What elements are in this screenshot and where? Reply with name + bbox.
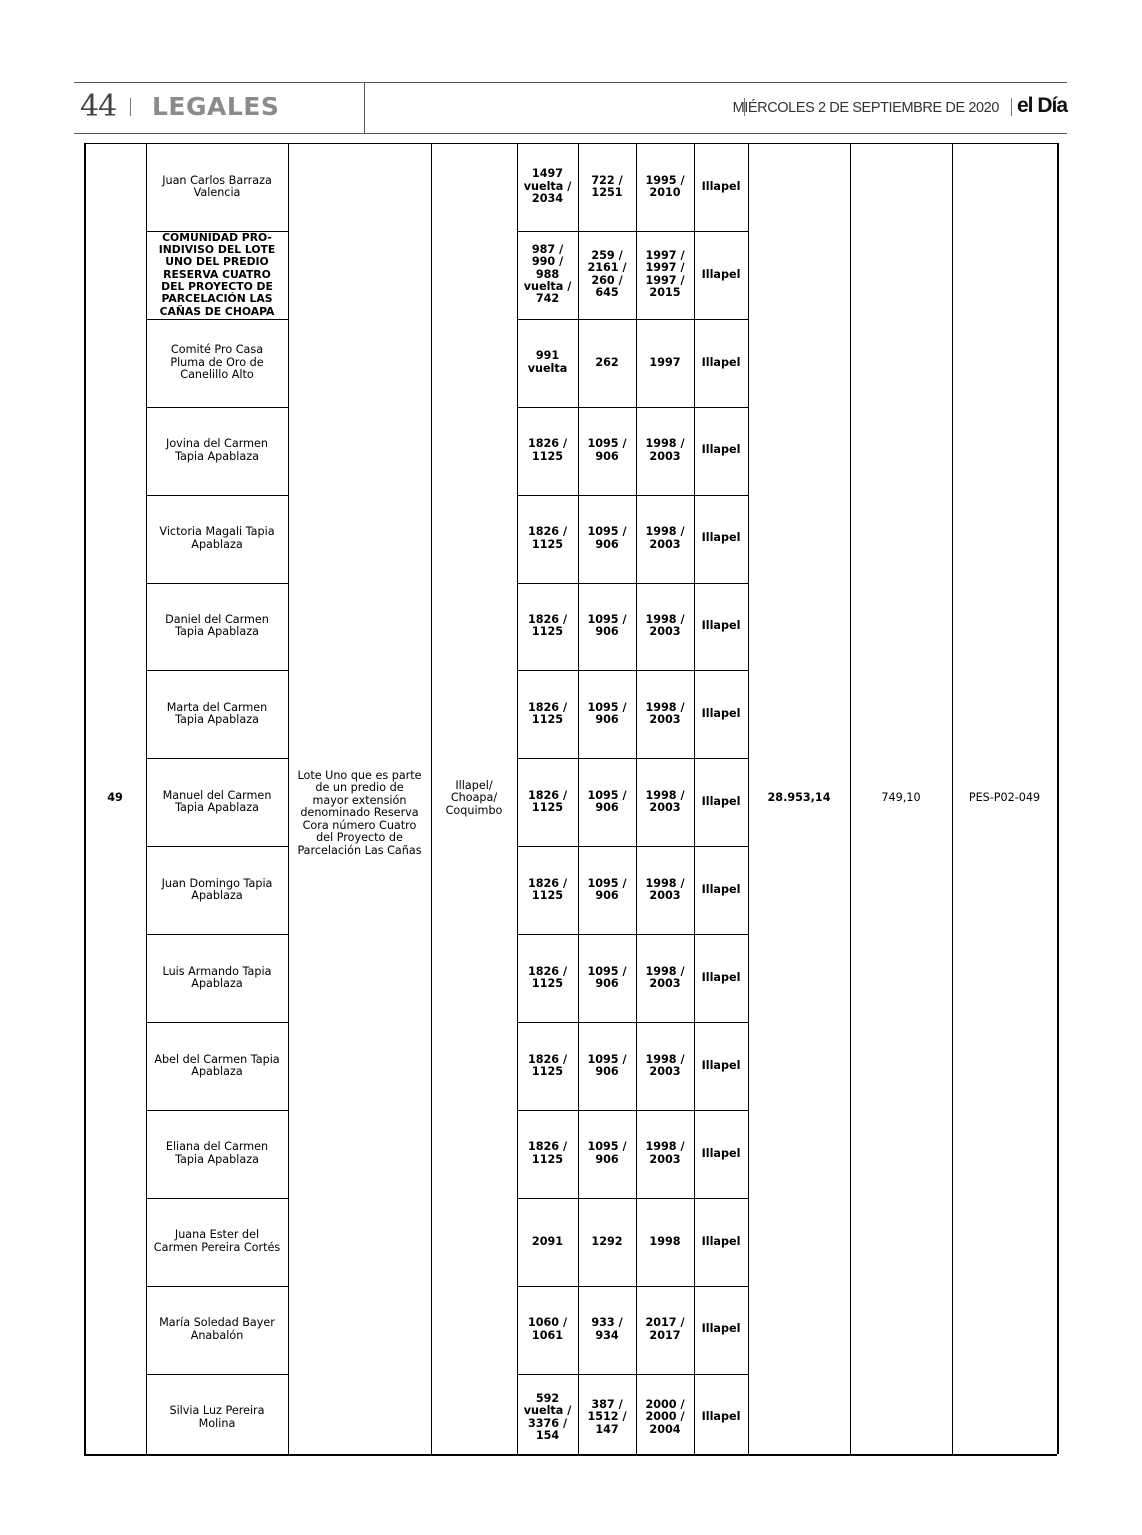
fojas-cell: 1826 / 1125 [527,876,568,903]
fojas-cell: 1826 / 1125 [527,964,568,991]
fojas-cell: 2091 [531,1234,564,1248]
numero-cell: 1095 / 906 [587,700,627,727]
numero-cell: 387 / 1512 / 147 [587,1397,627,1436]
year-cell: 1998 / 2003 [645,437,685,463]
numero-cell: 1095 / 906 [587,964,627,991]
section-title: LEGALES [152,92,280,121]
registry-cell: Illapel [701,267,741,281]
header-separator [130,98,131,116]
year-cell: 1998 / 2003 [645,700,685,727]
numero-cell: 933 / 934 [591,1316,623,1342]
year-cell: 1998 / 2003 [645,876,685,903]
fojas-cell: 1826 / 1125 [527,788,568,815]
year-cell: 1998 / 2003 [645,964,685,991]
registry-cell: Illapel [701,443,741,457]
fojas-cell: 987 / 990 / 988 vuelta / 742 [523,242,572,306]
property-area: 28.953,14 [767,791,831,805]
fojas-cell: 1826 / 1125 [527,437,568,463]
owner-name: Victoria Magali Tapia Apablaza [159,525,275,551]
fojas-cell: 1826 / 1125 [527,700,568,727]
fojas-cell: 1826 / 1125 [527,525,568,551]
year-cell: 1995 / 2010 [645,173,685,199]
owner-name: Manuel del Carmen Tapia Apablaza [162,788,272,815]
registry-cell: Illapel [701,179,741,193]
owner-name: Juana Ester del Carmen Pereira Cortés [153,1228,281,1254]
year-cell: 1997 [649,355,681,369]
registry-cell: Illapel [701,1234,741,1248]
registry-cell: Illapel [701,355,741,369]
numero-cell: 1095 / 906 [587,788,627,815]
year-cell: 1997 / 1997 / 1997 / 2015 [645,249,685,300]
property-value: 749,10 [881,791,921,805]
year-cell: 1998 / 2003 [645,788,685,815]
numero-cell: 1095 / 906 [587,525,627,551]
owner-name: Jovina del Carmen Tapia Apablaza [166,437,268,463]
year-cell: 1998 / 2003 [645,525,685,551]
fojas-cell: 1497 vuelta / 2034 [523,167,572,206]
registry-cell: Illapel [701,1322,741,1336]
property-code: PES-P02-049 [968,791,1041,805]
owner-name: Luis Armando Tapia Apablaza [162,964,272,991]
registry-cell: Illapel [701,795,741,809]
fojas-cell: 991 vuelta [527,349,568,375]
registry-cell: Illapel [701,1146,741,1160]
logo-separator [1011,98,1012,116]
numero-cell: 1095 / 906 [587,1052,627,1078]
fojas-cell: 592 vuelta / 3376 / 154 [523,1391,572,1442]
fojas-cell: 1060 / 1061 [527,1316,568,1342]
owner-name: Silvia Luz Pereira Molina [169,1404,265,1430]
numero-cell: 1095 / 906 [587,1140,627,1166]
owner-name: María Soledad Bayer Anabalón [159,1316,275,1342]
issue-date: MIÉRCOLES 2 DE SEPTIEMBRE DE 2020 [732,100,999,116]
year-cell: 1998 / 2003 [645,1052,685,1078]
page-number: 44 [80,89,117,124]
numero-cell: 1292 [591,1234,623,1248]
numero-cell: 1095 / 906 [587,613,627,639]
registry-cell: Illapel [701,1058,741,1072]
page-header [74,82,1067,134]
numero-cell: 259 / 2161 / 260 / 645 [587,249,627,300]
registry-cell: Illapel [701,882,741,896]
registry-cell: Illapel [701,619,741,633]
numero-cell: 262 [595,355,619,369]
registry-cell: Illapel [701,970,741,984]
fojas-cell: 1826 / 1125 [527,1140,568,1166]
year-cell: 2000 / 2000 / 2004 [645,1397,685,1436]
year-cell: 1998 / 2003 [645,613,685,639]
owner-name: Abel del Carmen Tapia Apablaza [154,1052,280,1078]
row-number: 49 [107,791,123,805]
owner-name: Marta del Carmen Tapia Apablaza [166,700,268,727]
numero-cell: 722 / 1251 [591,173,623,199]
fojas-cell: 1826 / 1125 [527,1052,568,1078]
registry-cell: Illapel [701,707,741,721]
table-column-line [1057,143,1059,1454]
owner-name: Comité Pro Casa Pluma de Oro de Canelillo Alto [170,343,264,381]
property-location: Illapel/ Choapa/ Coquimbo [445,778,503,817]
fojas-cell: 1826 / 1125 [527,613,568,639]
numero-cell: 1095 / 906 [587,876,627,903]
year-cell: 1998 / 2003 [645,1140,685,1166]
owner-name: COMUNIDAD PRO-INDIVISO DEL LOTE UNO DEL PREDIO RESERVA CUATRO DEL PROYECTO DE PARCELACIÓN LAS CAÑAS DE CHOAPA [158,230,276,318]
owner-name: Daniel del Carmen Tapia Apablaza [165,613,269,639]
owner-name: Juan Carlos Barraza Valencia [162,173,272,199]
numero-cell: 1095 / 906 [587,437,627,463]
registry-cell: Illapel [701,1410,741,1424]
registry-cell: Illapel [701,531,741,545]
owner-name: Eliana del Carmen Tapia Apablaza [165,1140,269,1166]
property-description: Lote Uno que es parte de un predio de mayor extensión denominado Reserva Cora número Cuatro del Proyecto de Parcelación Las Cañas [297,769,422,857]
year-cell: 2017 / 2017 [645,1316,685,1342]
owner-name: Juan Domingo Tapia Apablaza [161,876,273,903]
newspaper-logo: el Día [1016,94,1067,117]
year-cell: 1998 [649,1234,681,1248]
header-divider [364,83,365,133]
